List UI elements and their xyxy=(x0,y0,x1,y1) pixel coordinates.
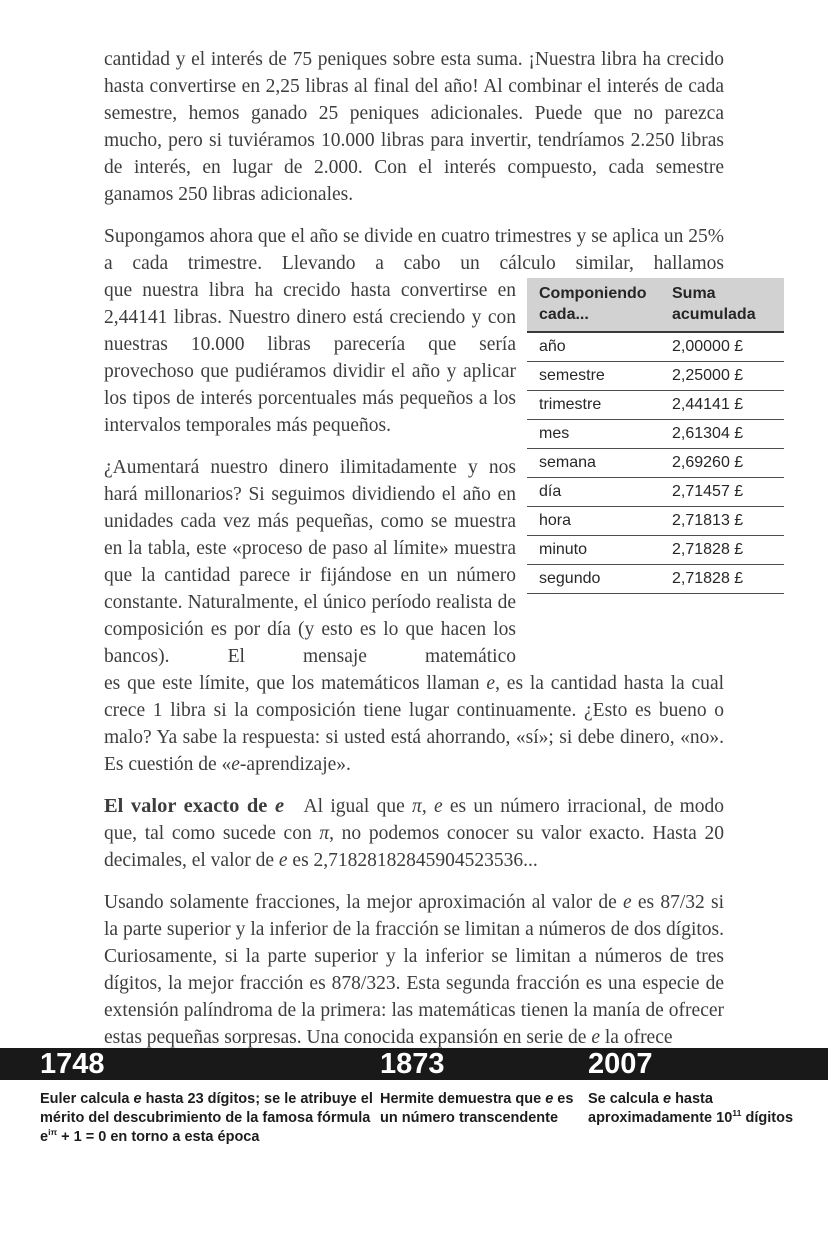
table-row xyxy=(527,333,784,362)
table-row xyxy=(527,391,784,420)
value-cell: 2,71457 £ xyxy=(672,483,744,500)
unit-cell: minuto xyxy=(539,541,588,558)
table-header-sum: Suma acumulada xyxy=(672,285,756,323)
timeline-entry-2007: Se calcula e hasta aproximadamente $10^{11}$ dígitos xyxy=(588,1091,794,1126)
value-cell: 2,44141 £ xyxy=(672,396,744,413)
timeline-bar xyxy=(0,1048,828,1080)
unit-cell: día xyxy=(539,483,562,500)
paragraph-quarters-wrapped: que nuestra libra ha crecido hasta convertirse en 2,44141 libras. Nuestro dinero está creciendo y con nuestras 10.000 libras parecería que sería provechoso que pudiéramos dividir el año y aplicar los tipos de interés porcentuales más pequeños a los intervalos temporales más pequeños. xyxy=(104,280,516,436)
value-cell: 2,71813 £ xyxy=(672,512,744,529)
paragraph-limit-full-width: es que este límite, que los matemáticos llaman e, es la cantidad hasta la cual crece 1 libra si la composición tiene lugar continuamente. ¿Esto es bueno o malo? Ya sabe la respuesta: si usted está ahorrando, «sí»; si debe dinero, «no». Es cuestión de «e-aprendizaje». xyxy=(104,673,725,775)
value-cell: 2,00000 £ xyxy=(672,338,744,355)
table-row xyxy=(527,420,784,449)
unit-cell: segundo xyxy=(539,570,601,587)
timeline-entry-euler: Euler calcula e hasta 23 dígitos; se le atribuye el mérito del descubrimiento de la famosa fórmula $e^{i\pi} + 1 = 0$ en torno a esta época xyxy=(40,1091,373,1145)
value-cell: 2,61304 £ xyxy=(672,425,744,442)
timeline-year-2007: 2007 xyxy=(588,1048,653,1080)
timeline-year-1748: 1748 xyxy=(40,1048,105,1080)
value-cell: 2,71828 £ xyxy=(672,570,744,587)
value-cell: 2,69260 £ xyxy=(672,454,744,471)
table-row xyxy=(527,565,784,594)
paragraph-fractions: Usando solamente fracciones, la mejor aproximación al valor de e es 87/32 si la parte superior y la inferior de la fracción se limitan a números de dos dígitos. Curiosamente, si la parte superior y la inferior se limitan a números de tres dígitos, la mejor fracción es 878/323. Esta segunda fracción es una especie de extensión palíndroma de la primera: las matemáticas tienen la manía de ofrecer estas pequeñas sorpresas. Una conocida expansión en serie de e la ofrece xyxy=(104,892,725,1048)
table-row xyxy=(527,536,784,565)
unit-cell: mes xyxy=(539,425,570,442)
table-header-row xyxy=(527,278,784,333)
unit-cell: trimestre xyxy=(539,396,602,413)
unit-cell: hora xyxy=(539,512,572,529)
paragraph-quarters-full-width: Supongamos ahora que el año se divide en cuatro trimestres y se aplica un 25% a cada trimestre. Llevando a cabo un cálculo similar, hallamos xyxy=(104,226,724,274)
paragraph-interest: cantidad y el interés de 75 peniques sobre esta suma. ¡Nuestra libra ha crecido hasta convertirse en 2,25 libras al final del año! Al combinar el interés de cada semestre, hemos ganado 25 peniques adicionales. Puede que no parezca mucho, pero si tuviéramos 10.000 libras para invertir, tendríamos 2.250 libras de interés, en lugar de 2.000. Con el interés compuesto, cada semestre ganamos 250 libras adicionales. xyxy=(104,49,724,205)
value-cell: 2,71828 £ xyxy=(672,541,744,558)
table-row xyxy=(527,449,784,478)
unit-cell: año xyxy=(539,338,566,355)
paragraph-limit-wrapped: ¿Aumentará nuestro dinero ilimitadamente y nos hará millonarios? Si seguimos dividiendo el año en unidades cada vez más pequeñas, como se muestra en la tabla, este «proceso de paso al límite» muestra que la cantidad parece ir fijándose en un número constante. Naturalmente, el único período realista de composición es por día (y esto es lo que hacen los bancos). El mensaje matemático xyxy=(104,457,516,667)
unit-cell: semana xyxy=(539,454,596,471)
section-exact-value: El valor exacto de e Al igual que π, e es un número irracional, de modo que, tal como sucede con π, no podemos conocer su valor exacto. Hasta 20 decimales, el valor de e es 2,71828182845904523536... xyxy=(104,795,724,871)
table-row xyxy=(527,507,784,536)
table-row xyxy=(527,478,784,507)
timeline-year-1873: 1873 xyxy=(380,1048,445,1080)
value-cell: 2,25000 £ xyxy=(672,367,744,384)
timeline-entry-hermite: Hermite demuestra que e es un número transcendente xyxy=(380,1091,574,1126)
table-row xyxy=(527,362,784,391)
compounding-table xyxy=(527,278,784,594)
timeline xyxy=(0,1048,828,1145)
table-header-unit: Componiendo cada... xyxy=(539,285,647,323)
unit-cell: semestre xyxy=(539,367,605,384)
